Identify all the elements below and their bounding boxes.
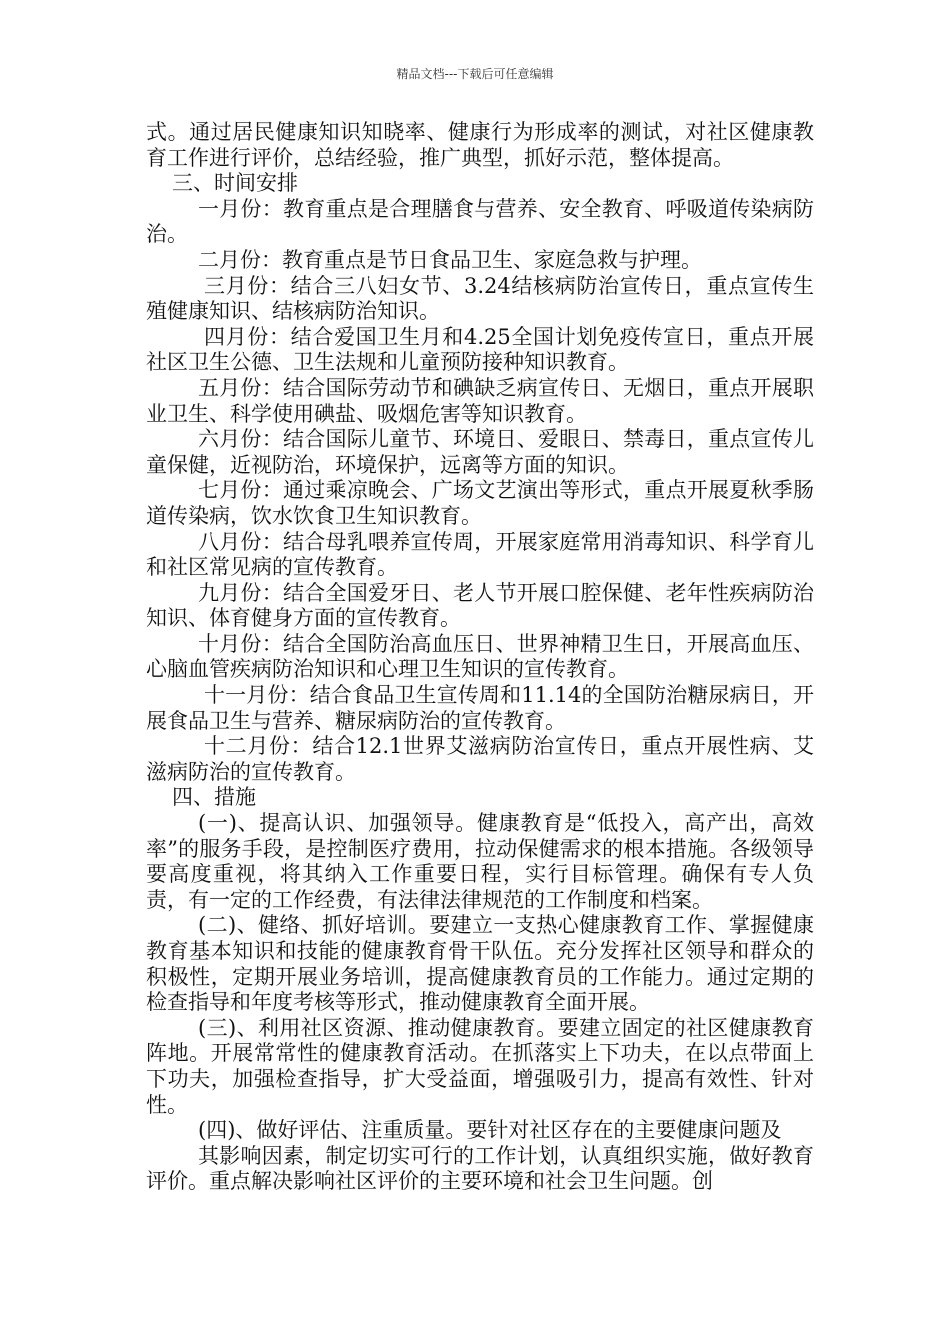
paragraph: (二)、健络、抓好培训。要建立一支热心健康教育工作、掌握健康教育基本知识和技能的健康教育骨干队伍。充分发挥社区领导和群众的积极性，定期开展业务培训，提高健康教育员的工作能力。通过定期的检查指导和年度考核等形式，推动健康教育全面开展。 xyxy=(146,913,814,1015)
paragraph: (三)、利用社区资源、推动健康教育。要建立固定的社区健康教育阵地。开展常常性的健康教育活动。在抓落实上下功夫，在以点带面上下功夫，加强检查指导，扩大受益面，增强吸引力，提高有效性、针对性。 xyxy=(146,1015,814,1117)
paragraph: 五月份：结合国际劳动节和碘缺乏病宣传日、无烟日，重点开展职业卫生、科学使用碘盐、吸烟危害等知识教育。 xyxy=(146,375,814,426)
paragraph: 十二月份：结合12.1世界艾滋病防治宣传日，重点开展性病、艾滋病防治的宣传教育。 xyxy=(146,734,814,784)
paragraph: 二月份：教育重点是节日食品卫生、家庭急救与护理。 xyxy=(198,247,702,272)
section-heading: 四、措施 xyxy=(172,785,256,810)
paragraph: (一)、提高认识、加强领导。健康教育是“低投入，高产出，高效率”的服务手段，是控制医疗费用，拉动保健需求的根本措施。各级领导要高度重视，将其纳入工作重要日程，实行目标管理。确保有专人负责，有一定的工作经费，有法律法律规范的工作制度和档案。 xyxy=(146,811,814,912)
document-body xyxy=(146,120,814,1195)
paragraph: 其影响因素，制定切实可行的工作计划，认真组织实施，做好教育评价。重点解决影响社区评价的主要环境和社会卫生问题。创 xyxy=(146,1143,814,1194)
paragraph: 四月份：结合爱国卫生月和4.25全国计划免疫传宣日，重点开展社区卫生公德、卫生法规和儿童预防接种知识教育。 xyxy=(146,324,814,375)
paragraph: 十月份：结合全国防治高血压日、世界神精卫生日，开展高血压、心脑血管疾病防治知识和心理卫生知识的宣传教育。 xyxy=(146,631,814,682)
paragraph: (四)、做好评估、注重质量。要针对社区存在的主要健康问题及 xyxy=(198,1118,782,1143)
paragraph: 八月份：结合母乳喂养宣传周，开展家庭常用消毒知识、科学育儿和社区常见病的宣传教育。 xyxy=(146,529,814,580)
paragraph: 一月份：教育重点是合理膳食与营养、安全教育、呼吸道传染病防治。 xyxy=(146,196,814,247)
paragraph: 九月份：结合全国爱牙日、老人节开展口腔保健、老年性疾病防治知识、体育健身方面的宣传教育。 xyxy=(146,580,814,631)
section-heading: 三、时间安排 xyxy=(172,171,298,196)
paragraph: 七月份：通过乘凉晚会、广场文艺演出等形式，重点开展夏秋季肠道传染病，饮水饮食卫生知识教育。 xyxy=(146,478,814,528)
paragraph: 六月份：结合国际儿童节、环境日、爱眼日、禁毒日，重点宣传儿童保健，近视防治，环境保护，远离等方面的知识。 xyxy=(146,427,814,477)
paragraph: 式。通过居民健康知识知晓率、健康行为形成率的测试，对社区健康教育工作进行评价，总结经验，推广典型，抓好示范，整体提高。 xyxy=(146,120,814,170)
page-header: 精品文档---下载后可任意编辑 xyxy=(396,67,554,81)
paragraph: 十一月份：结合食品卫生宣传周和11.14的全国防治糖尿病日，开展食品卫生与营养、糖尿病防治的宣传教育。 xyxy=(146,683,814,733)
paragraph: 三月份：结合三八妇女节、3.24结核病防治宣传日，重点宣传生殖健康知识、结核病防治知识。 xyxy=(146,273,814,324)
